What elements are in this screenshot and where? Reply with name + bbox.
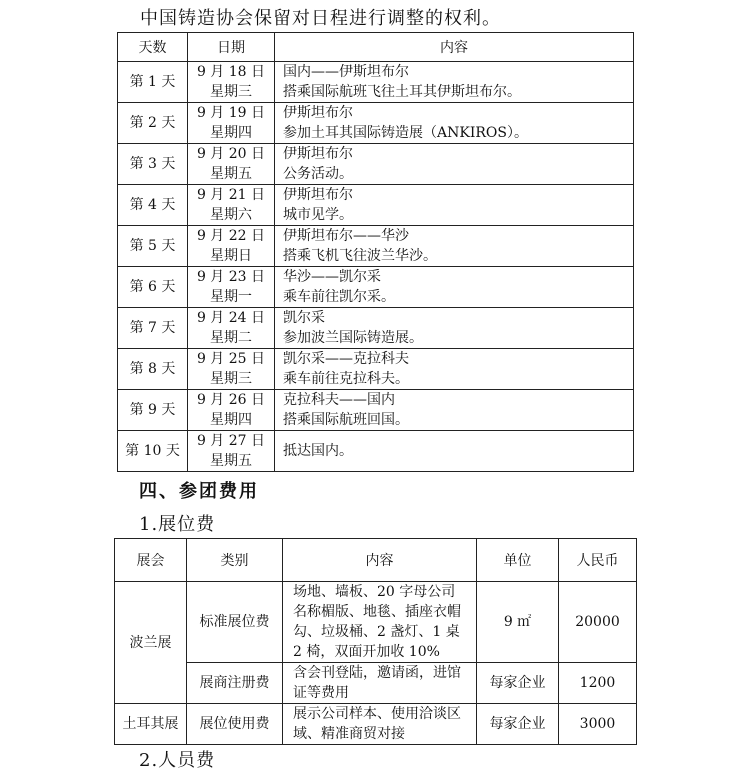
fee-content xyxy=(283,704,477,745)
content-line-1: 国内——伊斯坦布尔 xyxy=(283,64,409,80)
date-cell xyxy=(188,349,275,390)
subheading-booth-fee: 1.展位费 xyxy=(139,514,216,535)
date-cell xyxy=(188,431,275,472)
weekday-text: 星期日 xyxy=(210,248,252,264)
schedule-notice: 中国铸造协会保留对日程进行调整的权利。 xyxy=(140,8,501,29)
header-unit: 单位 xyxy=(477,539,559,582)
fee-unit: 9 ㎡ xyxy=(477,582,559,663)
table-row xyxy=(118,226,634,267)
content-line-2: 乘车前往凯尔采。 xyxy=(283,289,395,305)
fee-content-line: 域、精准商贸对接 xyxy=(293,726,405,742)
date-text: 9 月 24 日 xyxy=(196,310,266,326)
date-cell xyxy=(188,308,275,349)
fee-category: 展商注册费 xyxy=(187,663,283,704)
date-cell xyxy=(188,144,275,185)
content-cell xyxy=(275,349,634,390)
date-cell xyxy=(188,103,275,144)
content-cell xyxy=(275,267,634,308)
content-line-1: 克拉科夫——国内 xyxy=(283,392,395,408)
date-text: 9 月 21 日 xyxy=(196,187,266,203)
table-row xyxy=(118,144,634,185)
table-row xyxy=(118,390,634,431)
date-cell xyxy=(188,62,275,103)
day-cell: 第 5 天 xyxy=(118,226,188,267)
fee-unit: 每家企业 xyxy=(477,704,559,745)
day-cell: 第 9 天 xyxy=(118,390,188,431)
content-line-1: 伊斯坦布尔 xyxy=(283,187,353,203)
weekday-text: 星期三 xyxy=(210,371,252,387)
day-cell: 第 6 天 xyxy=(118,267,188,308)
fee-content-line: 展示公司样本、使用洽谈区 xyxy=(293,706,461,722)
date-cell xyxy=(188,185,275,226)
content-cell xyxy=(275,390,634,431)
content-cell xyxy=(275,62,634,103)
table-row xyxy=(118,103,634,144)
weekday-text: 星期四 xyxy=(210,125,252,141)
fee-content-line: 证等费用 xyxy=(293,685,349,701)
table-row xyxy=(118,185,634,226)
content-line-2: 搭乘国际航班飞往土耳其伊斯坦布尔。 xyxy=(283,84,521,100)
weekday-text: 星期六 xyxy=(210,207,252,223)
content-line-1: 伊斯坦布尔 xyxy=(283,146,353,162)
table-row xyxy=(118,62,634,103)
day-cell: 第 7 天 xyxy=(118,308,188,349)
date-cell xyxy=(188,390,275,431)
date-text: 9 月 23 日 xyxy=(196,269,266,285)
fee-content-line: 名称楣版、地毯、插座衣帽 xyxy=(293,604,461,620)
date-text: 9 月 27 日 xyxy=(196,433,266,449)
section-heading-fees: 四、参团费用 xyxy=(139,481,259,502)
day-cell: 第 8 天 xyxy=(118,349,188,390)
day-cell: 第 4 天 xyxy=(118,185,188,226)
day-cell: 第 1 天 xyxy=(118,62,188,103)
content-line-2: 公务活动。 xyxy=(283,166,353,182)
table-row xyxy=(118,349,634,390)
exhibition-poland: 波兰展 xyxy=(115,582,187,704)
date-text: 9 月 25 日 xyxy=(196,351,266,367)
date-text: 9 月 22 日 xyxy=(196,228,266,244)
fee-price: 1200 xyxy=(559,663,637,704)
table-row xyxy=(118,431,634,472)
weekday-text: 星期四 xyxy=(210,412,252,428)
fee-content-line: 含会刊登陆，邀请函，进馆 xyxy=(293,665,461,681)
date-text: 9 月 20 日 xyxy=(196,146,266,162)
content-cell xyxy=(275,185,634,226)
fee-price: 20000 xyxy=(559,582,637,663)
table-row xyxy=(115,582,637,663)
content-cell xyxy=(275,144,634,185)
content-line-1: 华沙——凯尔采 xyxy=(283,269,381,285)
fee-content-line: 2 椅，双面开加收 10% xyxy=(293,644,440,660)
content-line-2: 参加土耳其国际铸造展（ANKIROS）。 xyxy=(283,125,528,141)
table-row xyxy=(118,267,634,308)
fee-content-line: 勾、垃圾桶、2 盏灯、1 桌 xyxy=(293,624,460,640)
content-cell xyxy=(275,431,634,472)
header-category: 类别 xyxy=(187,539,283,582)
fees-table xyxy=(114,538,637,745)
fee-content xyxy=(283,582,477,663)
weekday-text: 星期二 xyxy=(210,330,252,346)
exhibition-turkey: 土耳其展 xyxy=(115,704,187,745)
fee-content-line: 场地、墙板、20 字母公司 xyxy=(293,584,456,600)
content-line-1: 凯尔采 xyxy=(283,310,325,326)
date-text: 9 月 19 日 xyxy=(196,105,266,121)
date-cell xyxy=(188,226,275,267)
subheading-personnel-fee: 2.人员费 xyxy=(139,750,216,771)
weekday-text: 星期五 xyxy=(210,166,252,182)
fee-content xyxy=(283,663,477,704)
content-line-2: 搭乘国际航班回国。 xyxy=(283,412,409,428)
weekday-text: 星期三 xyxy=(210,84,252,100)
header-fee-content: 内容 xyxy=(283,539,477,582)
fee-category: 标准展位费 xyxy=(187,582,283,663)
table-row xyxy=(115,663,637,704)
date-text: 9 月 26 日 xyxy=(196,392,266,408)
day-cell: 第 2 天 xyxy=(118,103,188,144)
date-text: 9 月 18 日 xyxy=(196,64,266,80)
day-cell: 第 3 天 xyxy=(118,144,188,185)
content-line-1: 抵达国内。 xyxy=(283,443,353,459)
fees-header-row xyxy=(115,539,637,582)
header-days: 天数 xyxy=(118,33,188,62)
day-cell: 第 10 天 xyxy=(118,431,188,472)
schedule-table xyxy=(117,32,634,472)
content-line-2: 城市见学。 xyxy=(283,207,353,223)
date-cell xyxy=(188,267,275,308)
schedule-header-row xyxy=(118,33,634,62)
content-cell xyxy=(275,103,634,144)
content-line-1: 伊斯坦布尔——华沙 xyxy=(283,228,409,244)
weekday-text: 星期一 xyxy=(210,289,252,305)
content-line-2: 参加波兰国际铸造展。 xyxy=(283,330,423,346)
content-line-1: 凯尔采——克拉科夫 xyxy=(283,351,409,367)
content-cell xyxy=(275,226,634,267)
content-line-2: 搭乘飞机飞往波兰华沙。 xyxy=(283,248,437,264)
content-line-2: 乘车前往克拉科夫。 xyxy=(283,371,409,387)
fee-category: 展位使用费 xyxy=(187,704,283,745)
header-content: 内容 xyxy=(275,33,634,62)
content-line-1: 伊斯坦布尔 xyxy=(283,105,353,121)
table-row xyxy=(118,308,634,349)
header-date: 日期 xyxy=(188,33,275,62)
header-rmb: 人民币 xyxy=(559,539,637,582)
header-exhibition: 展会 xyxy=(115,539,187,582)
fee-unit: 每家企业 xyxy=(477,663,559,704)
content-cell xyxy=(275,308,634,349)
weekday-text: 星期五 xyxy=(210,453,252,469)
fee-price: 3000 xyxy=(559,704,637,745)
table-row xyxy=(115,704,637,745)
